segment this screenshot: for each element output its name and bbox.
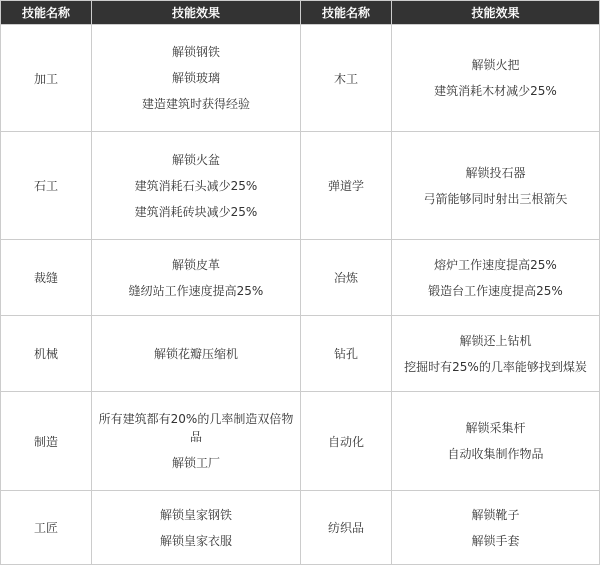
- effect-line: 自动收集制作物品: [447, 447, 544, 461]
- skill-name-cell: 钻孔: [301, 316, 392, 392]
- skill-effect-cell: [92, 392, 301, 491]
- skill-name-cell: 工匠: [1, 491, 92, 565]
- effect-line: 建筑消耗砖块减少25%: [134, 204, 258, 219]
- effect-line: 解锁玻璃: [171, 71, 220, 85]
- skill-name-cell: 机械: [1, 316, 92, 392]
- effect-line: 解锁花瓣压缩机: [153, 346, 238, 361]
- effect-line: 解锁投石器: [465, 165, 526, 180]
- header-skill-name-left: 技能名称: [1, 1, 92, 25]
- table-row: [1, 491, 600, 565]
- header-skill-effect-left: 技能效果: [92, 1, 301, 25]
- header-skill-name-right: 技能名称: [301, 1, 392, 25]
- skill-name-cell: 木工: [301, 25, 392, 132]
- skill-effect-cell: [92, 240, 301, 316]
- skill-effect-cell: [92, 132, 301, 240]
- effect-line: 解锁火把: [471, 58, 520, 72]
- header-skill-effect-right: 技能效果: [392, 1, 600, 25]
- effect-line: 熔炉工作速度提高25%: [434, 257, 557, 272]
- skill-effect-cell: [392, 316, 600, 392]
- effect-line: 所有建筑都有20%的几率制造双倍物品: [98, 412, 294, 444]
- skill-name-cell: 冶炼: [301, 240, 392, 316]
- skill-name-cell: 裁缝: [1, 240, 92, 316]
- effect-line: 锻造台工作速度提高25%: [428, 283, 563, 298]
- skill-effect-cell: [92, 25, 301, 132]
- table-row: [1, 132, 600, 240]
- effect-line: 建造建筑时获得经验: [141, 97, 250, 111]
- skill-effect-cell: [392, 240, 600, 316]
- skill-effect-cell: [92, 491, 301, 565]
- skill-effect-cell: [392, 392, 600, 491]
- effect-line: 解锁工厂: [171, 456, 220, 470]
- effect-line: 建筑消耗木材减少25%: [434, 84, 557, 98]
- skill-name-cell: 弹道学: [301, 132, 392, 240]
- skill-name-cell: 纺织品: [301, 491, 392, 565]
- header-row: [1, 1, 600, 25]
- effect-line: 解锁钢铁: [171, 45, 220, 59]
- effect-line: 缝纫站工作速度提高25%: [128, 283, 264, 298]
- effect-line: 建筑消耗石头减少25%: [134, 178, 258, 193]
- effect-line: 解锁手套: [471, 533, 520, 548]
- skill-name-cell: 加工: [1, 25, 92, 132]
- skill-name-cell: 制造: [1, 392, 92, 491]
- effect-line: 弓箭能够同时射出三根箭矢: [423, 191, 568, 206]
- skill-effect-cell: [392, 132, 600, 240]
- effect-line: 解锁采集杆: [465, 421, 526, 435]
- effect-line: 解锁靴子: [471, 507, 520, 522]
- skill-effect-cell: [92, 316, 301, 392]
- table-row: [1, 316, 600, 392]
- effect-line: 解锁火盆: [171, 152, 220, 167]
- table-row: [1, 25, 600, 132]
- skill-name-cell: 石工: [1, 132, 92, 240]
- table-row: [1, 240, 600, 316]
- effect-line: 挖掘时有25%的几率能够找到煤炭: [404, 359, 587, 374]
- table-row: [1, 392, 600, 491]
- skill-name-cell: 自动化: [301, 392, 392, 491]
- skill-effect-cell: [392, 491, 600, 565]
- effect-line: 解锁皮革: [171, 257, 220, 272]
- effect-line: 解锁皇家钢铁: [159, 507, 232, 522]
- effect-line: 解锁皇家衣服: [159, 533, 232, 548]
- effect-line: 解锁还上钻机: [459, 333, 532, 348]
- skill-effect-cell: [392, 25, 600, 132]
